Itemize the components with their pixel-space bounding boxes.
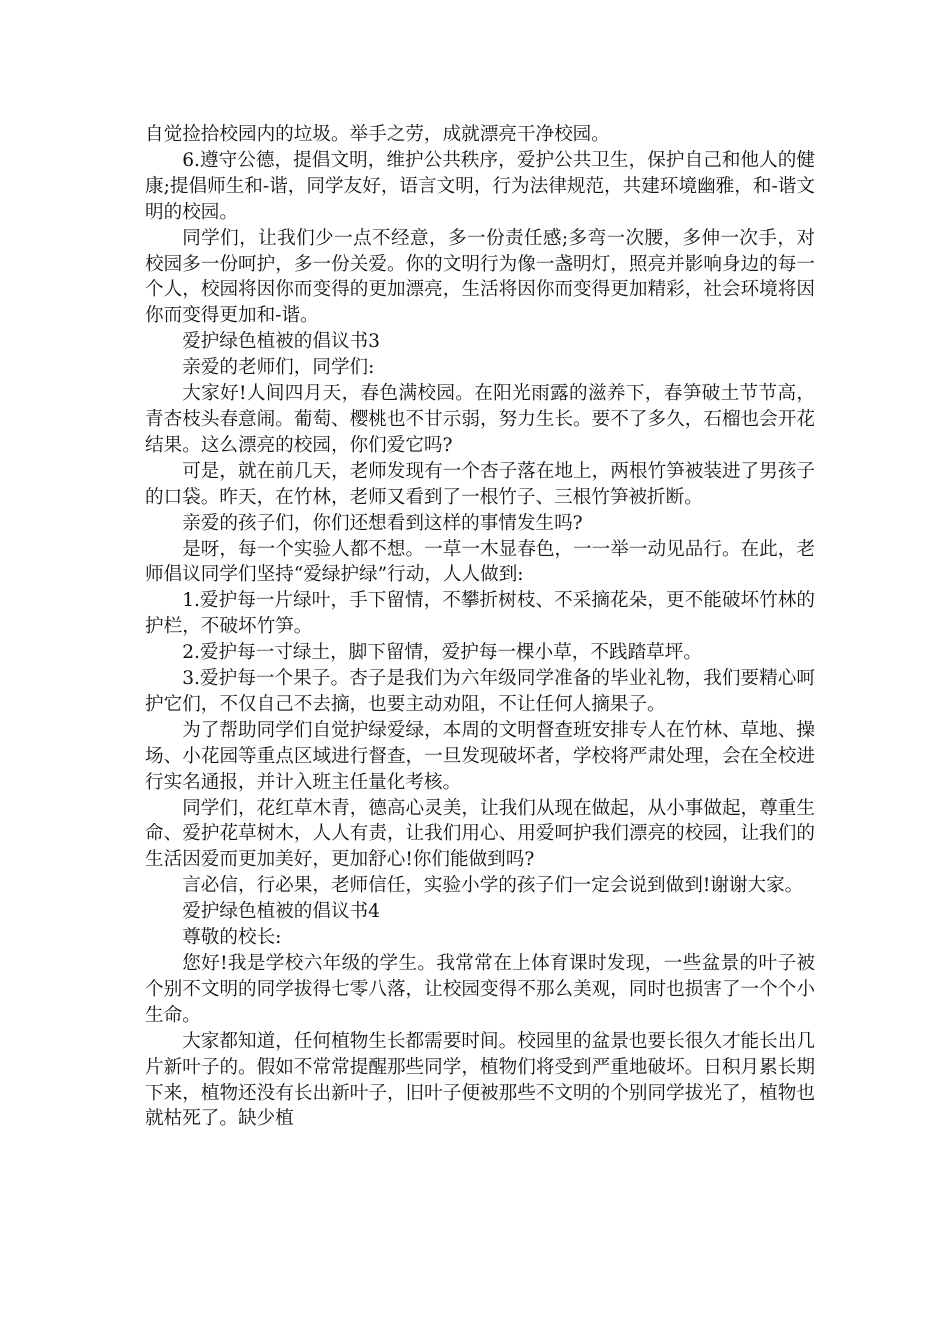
paragraph: 大家都知道，任何植物生长都需要时间。校园里的盆景也要长很久才能长出几片新叶子的。假如不常常提醒那些同学，植物们将受到严重地破坏。日积月累长期下来，植物还没有长出新叶子，旧叶子便被那些不文明的个别同学拔光了，植物也就枯死了。缺少植 [145, 1030, 815, 1130]
list-item: 1.爱护每一片绿叶，手下留情，不攀折树枝、不采摘花朵，更不能破坏竹林的护栏，不破坏竹笋。 [145, 590, 815, 638]
section-heading: 爱护绿色植被的倡议书3 [182, 331, 380, 353]
paragraph: 您好!我是学校六年级的学生。我常常在上体育课时发现，一些盆景的叶子被个别不文明的同学拔得七零八落，让校园变得不那么美观，同时也损害了一个个小生命。 [145, 953, 815, 1026]
paragraph: 自觉捡拾校园内的垃圾。举手之劳，成就漂亮干净校园。 [145, 124, 610, 145]
paragraph: 大家好!人间四月天，春色满校园。在阳光雨露的滋养下，春笋破土节节高，青杏枝头春意闹。葡萄、樱桃也不甘示弱，努力生长。要不了多久，石榴也会开花结果。这么漂亮的校园，你们爱它吗? [145, 383, 815, 456]
paragraph: 为了帮助同学们自觉护绿爱绿，本周的文明督查班安排专人在竹林、草地、操场、小花园等重点区域进行督查，一旦发现破坏者，学校将严肃处理，会在全校进行实名通报，并计入班主任量化考核。 [145, 719, 815, 793]
paragraph: 亲爱的孩子们，你们还想看到这样的事情发生吗? [182, 512, 583, 534]
list-item: 2.爱护每一寸绿土，脚下留情，爱护每一棵小草，不践踏草坪。 [182, 642, 702, 664]
paragraph: 是呀，每一个实验人都不想。一草一木显春色，一一举一动见品行。在此，老师倡议同学们坚持“爱绿护绿”行动，人人做到: [145, 538, 815, 586]
paragraph: 可是，就在前几天，老师发现有一个杏子落在地上，两根竹笋被装进了男孩子的口袋。昨天，在竹林，老师又看到了一根竹子、三根竹笋被折断。 [145, 460, 815, 508]
list-item: 3.爱护每一个果子。杏子是我们为六年级同学准备的毕业礼物，我们要精心呵护它们，不仅自己不去摘，也要主动劝阻，不让任何人摘果子。 [145, 668, 815, 715]
salutation: 尊敬的校长: [182, 927, 282, 949]
paragraph: 言必信，行必果，老师信任，实验小学的孩子们一定会说到做到!谢谢大家。 [182, 875, 804, 897]
document-page [145, 122, 815, 1132]
salutation: 亲爱的老师们，同学们: [182, 357, 375, 379]
paragraph: 6.遵守公德，提倡文明，维护公共秩序，爱护公共卫生，保护自己和他人的健康;提倡师生和-谐，同学友好，语言文明，行为法律规范，共建环境幽雅，和-谐文明的校园。 [145, 149, 815, 223]
section-heading: 爱护绿色植被的倡议书4 [182, 901, 380, 923]
paragraph: 同学们，花红草木青，德高心灵美，让我们从现在做起，从小事做起，尊重生命、爱护花草树木，人人有责，让我们用心、用爱呵护我们漂亮的校园，让我们的生活因爱而更加美好，更加舒心!你们能做到吗? [145, 797, 815, 871]
paragraph: 同学们，让我们少一点不经意，多一份责任感;多弯一次腰，多伸一次手，对校园多一份呵护，多一份关爱。你的文明行为像一盏明灯，照亮并影响身边的每一个人，校园将因你而变得的更加漂亮，生活将因你而变得更加精彩，社会环境将因你而变得更加和-谐。 [145, 227, 815, 327]
